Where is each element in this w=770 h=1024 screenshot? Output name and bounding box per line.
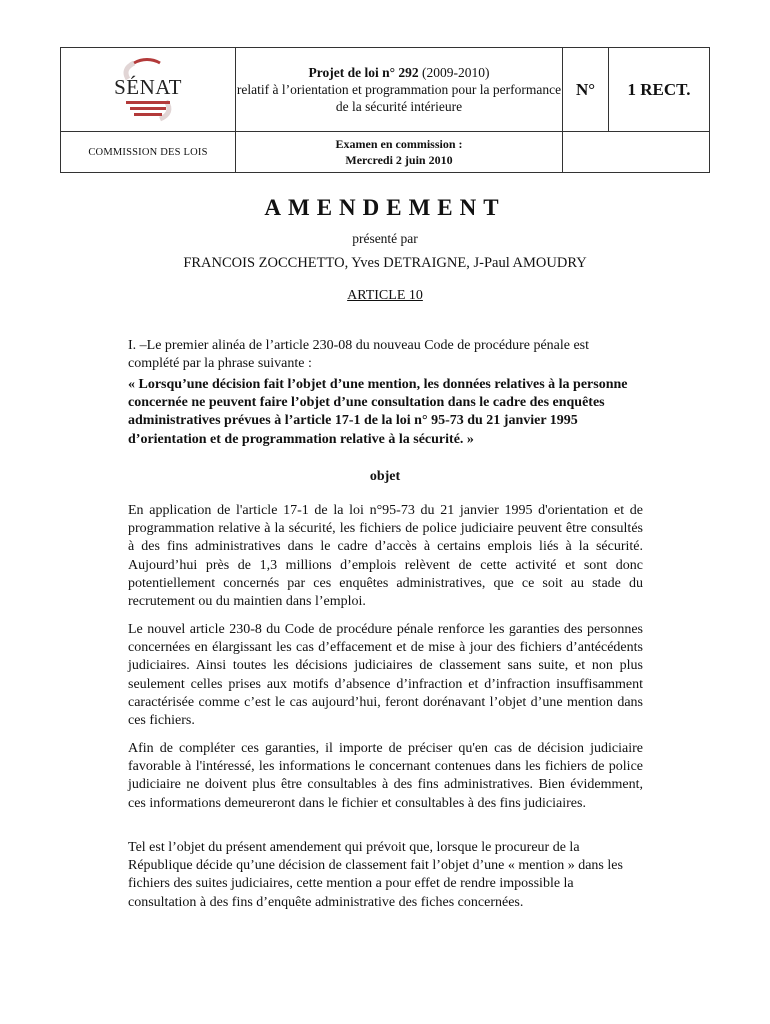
number-label: N° (563, 48, 609, 132)
objet-paragraph-3: Afin de compléter ces garanties, il importe de préciser qu'en cas de décision judiciaire favorable à l'intéressé, les informations le concernant contenues dans les fichiers de police judiciaire ne doivent plus être consultables à des fins administratives. Bien évidemment, ces informations demeureront dans le fichier et consultables à des fins judiciaires. (128, 741, 643, 811)
intro-paragraph: I. –Le premier alinéa de l’article 230-08 du nouveau Code de procédure pénale est complété par la phrase suivante : (128, 338, 590, 372)
senat-logo (108, 57, 188, 123)
presented-by: présenté par (352, 231, 418, 246)
bill-title: Projet de loi n° 292 (308, 65, 419, 80)
objet-heading: objet (369, 469, 401, 484)
exam-date: Mercredi 2 juin 2010 (345, 153, 453, 167)
objet-paragraph-2: Le nouvel article 230-8 du Code de procédure pénale renforce les garanties des personnes concernées en élargissant les cas d’effacement et de mise à jour des fichiers d’antécédents judiciaires. Ainsi toutes les décisions judiciaires de classement sans suite, et non plus seulement celles prises aux motifs d’absence d’infraction et d’infraction insuffisamment caractérisée comme c’est le cas aujourd’hui, feront dorénavant l’objet d’une mention dans ces fichiers. (128, 622, 643, 729)
authors: FRANCOIS ZOCCHETTO, Yves DETRAIGNE, J-Paul AMOUDRY (183, 255, 587, 271)
exam-line-1: Examen en commission : (335, 137, 463, 151)
commission-name: COMMISSION DES LOIS (61, 132, 236, 173)
header-table (60, 47, 710, 173)
document-title: AMENDEMENT (264, 195, 506, 220)
empty-cell (563, 132, 710, 173)
objet-paragraph-4: Tel est l’objet du présent amendement qui prévoit que, lorsque le procureur de la République décide qu’une décision de classement fait l’objet d’une « mention » dans les fichiers des suites judiciaires, cette mention a pour effet de rendre impossible la consultation à des fins d’enquête administrative des fiches concernées. (128, 840, 623, 910)
article-heading: ARTICLE 10 (347, 288, 423, 303)
objet-paragraph-1: En application de l'article 17-1 de la loi n°95-73 du 21 janvier 1995 d'orientation et de programmation relative à la sécurité, les fichiers de police judiciaire peuvent être consultés à des fins administratives dans le cadre d’accès à certains emplois liés à la sécurité. Aujourd’hui près de 1,3 millions d’emplois relèvent de cette activité et sont donc potentiellement concernés par ces enquêtes administratives, que ce soit au stade du recrutement ou du maintien dans l’emploi. (128, 503, 643, 610)
amendment-quote: « Lorsqu’une décision fait l’objet d’une mention, les données relatives à la personne concernée ne peuvent faire l’objet d’une consultation dans le cadre des enquêtes administratives prévues à l’article 17-1 de la loi n° 95-73 du 21 janvier 1995 d’orientation et de programmation relative à la sécurité. » (128, 377, 628, 447)
logo-text: SÉNAT (114, 74, 182, 99)
bill-subtitle: relatif à l’orientation et programmation pour la performance de la sécurité intérieure (236, 82, 562, 114)
rect-label: 1 RECT. (609, 48, 710, 132)
logo-cell (61, 48, 236, 132)
bill-title-cell (236, 48, 563, 132)
exam-cell (236, 132, 563, 173)
bill-years: (2009-2010) (418, 65, 490, 80)
